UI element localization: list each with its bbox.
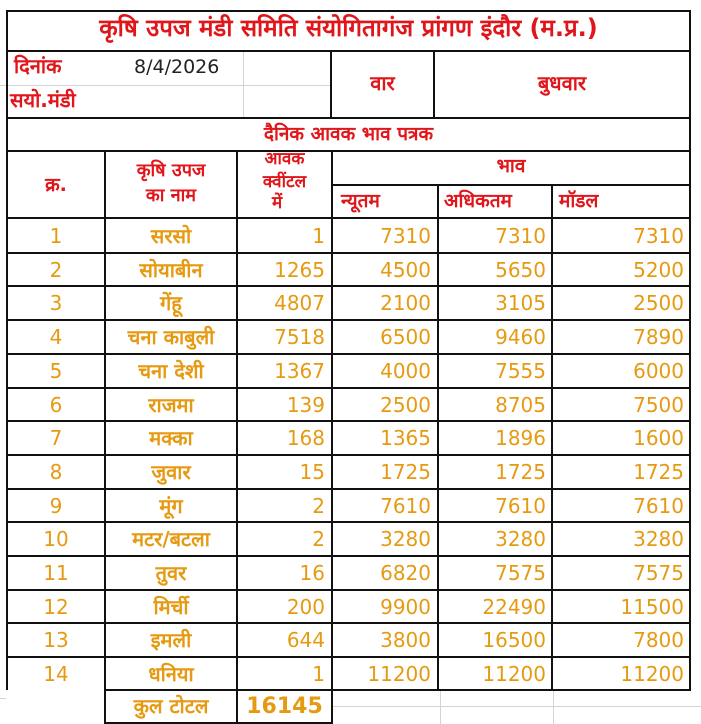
header-arrival-line3: में xyxy=(272,193,283,213)
row-min: 7610 xyxy=(380,494,431,518)
row-min: 6500 xyxy=(380,325,431,349)
header-crop-line1: कृषि उपज xyxy=(136,160,206,181)
row-crop: चना काबुली xyxy=(127,325,215,349)
row-sno: 9 xyxy=(49,494,63,518)
row-modal: 7575 xyxy=(633,561,684,585)
date-value: 8/4/2026 xyxy=(134,56,220,78)
row-arrival: 1367 xyxy=(274,359,325,383)
row-max: 3105 xyxy=(495,291,546,315)
row-arrival: 168 xyxy=(286,426,325,450)
row-sno: 7 xyxy=(49,426,63,450)
sheet-subtitle: दैनिक आवक भाव पत्रक xyxy=(263,123,434,145)
row-sno: 6 xyxy=(49,393,63,417)
row-crop: तुवर xyxy=(155,561,187,585)
row-crop: चना देशी xyxy=(138,359,204,383)
row-min: 1365 xyxy=(380,426,431,450)
header-max: अधिकतम xyxy=(444,190,512,212)
row-modal: 7310 xyxy=(633,224,684,248)
row-arrival: 2 xyxy=(312,527,325,551)
row-max: 1725 xyxy=(495,460,546,484)
row-crop: धनिया xyxy=(148,662,194,686)
header-crop-line2: का नाम xyxy=(145,185,197,206)
row-max: 3280 xyxy=(495,527,546,551)
row-max: 11200 xyxy=(482,662,546,686)
row-modal: 5200 xyxy=(633,258,684,282)
row-sno: 10 xyxy=(43,527,69,551)
header-price: भाव xyxy=(496,155,526,177)
row-arrival: 16 xyxy=(299,561,325,585)
row-sno: 12 xyxy=(43,595,69,619)
row-crop: मटर/बटला xyxy=(132,527,210,551)
header-min: न्यूतम xyxy=(341,190,380,212)
row-max: 8705 xyxy=(495,393,546,417)
row-sno: 3 xyxy=(49,291,63,315)
row-max: 7310 xyxy=(495,224,546,248)
row-arrival: 644 xyxy=(286,628,325,652)
row-modal: 7890 xyxy=(633,325,684,349)
sheet-title: कृषि उपज मंडी समिति संयोगितागंज प्रांगण इंदौर (म.प्र.) xyxy=(99,14,598,42)
row-arrival: 1 xyxy=(312,224,325,248)
row-min: 3280 xyxy=(380,527,431,551)
row-modal: 1725 xyxy=(633,460,684,484)
row-min: 2100 xyxy=(380,291,431,315)
row-crop: सोयाबीन xyxy=(139,258,203,282)
row-crop: गेंहू xyxy=(160,291,182,315)
row-modal: 7610 xyxy=(633,494,684,518)
row-crop: मूंग xyxy=(159,494,183,518)
row-arrival: 7518 xyxy=(274,325,325,349)
date-label: दिनांक xyxy=(14,54,62,78)
row-min: 4500 xyxy=(380,258,431,282)
row-modal: 1600 xyxy=(633,426,684,450)
row-arrival: 15 xyxy=(299,460,325,484)
row-max: 7575 xyxy=(495,561,546,585)
row-max: 16500 xyxy=(482,628,546,652)
row-modal: 11500 xyxy=(620,595,684,619)
header-arrival-line1: आवक xyxy=(264,149,305,169)
row-min: 4000 xyxy=(380,359,431,383)
row-crop: मक्का xyxy=(149,426,193,450)
row-arrival: 200 xyxy=(286,595,325,619)
row-sno: 4 xyxy=(49,325,63,349)
row-sno: 2 xyxy=(49,258,63,282)
row-max: 22490 xyxy=(482,595,546,619)
row-crop: मिर्ची xyxy=(153,595,189,619)
row-modal: 2500 xyxy=(633,291,684,315)
row-max: 9460 xyxy=(495,325,546,349)
row-crop: इमली xyxy=(150,628,192,652)
header-sno: क्र. xyxy=(45,174,67,196)
row-arrival: 1 xyxy=(312,662,325,686)
row-min: 2500 xyxy=(380,393,431,417)
day-value: बुधवार xyxy=(537,71,587,95)
row-crop: राजमा xyxy=(148,393,194,417)
total-value: 16145 xyxy=(246,694,323,719)
row-min: 6820 xyxy=(380,561,431,585)
row-modal: 7800 xyxy=(633,628,684,652)
row-max: 1896 xyxy=(495,426,546,450)
header-arrival-line2: क्वींटल xyxy=(262,172,307,192)
row-crop: सरसो xyxy=(150,224,192,248)
row-sno: 5 xyxy=(49,359,63,383)
row-modal: 6000 xyxy=(633,359,684,383)
row-max: 5650 xyxy=(495,258,546,282)
row-max: 7610 xyxy=(495,494,546,518)
row-modal: 7500 xyxy=(633,393,684,417)
row-arrival: 2 xyxy=(312,494,325,518)
header-modal: मॉडल xyxy=(559,190,599,212)
row-max: 7555 xyxy=(495,359,546,383)
mandi-label: सयो.मंडी xyxy=(10,88,76,112)
row-min: 9900 xyxy=(380,595,431,619)
row-sno: 11 xyxy=(43,561,69,585)
row-sno: 13 xyxy=(43,628,69,652)
row-min: 3800 xyxy=(380,628,431,652)
row-modal: 11200 xyxy=(620,662,684,686)
row-min: 11200 xyxy=(367,662,431,686)
day-label: वार xyxy=(370,71,395,95)
row-min: 1725 xyxy=(380,460,431,484)
row-sno: 8 xyxy=(49,460,63,484)
row-arrival: 4807 xyxy=(274,291,325,315)
row-min: 7310 xyxy=(380,224,431,248)
row-arrival: 139 xyxy=(286,393,325,417)
row-crop: जुवार xyxy=(151,460,191,484)
total-label: कुल टोटल xyxy=(133,694,209,718)
row-sno: 14 xyxy=(43,662,69,686)
row-sno: 1 xyxy=(49,224,63,248)
row-arrival: 1265 xyxy=(274,258,325,282)
row-modal: 3280 xyxy=(633,527,684,551)
